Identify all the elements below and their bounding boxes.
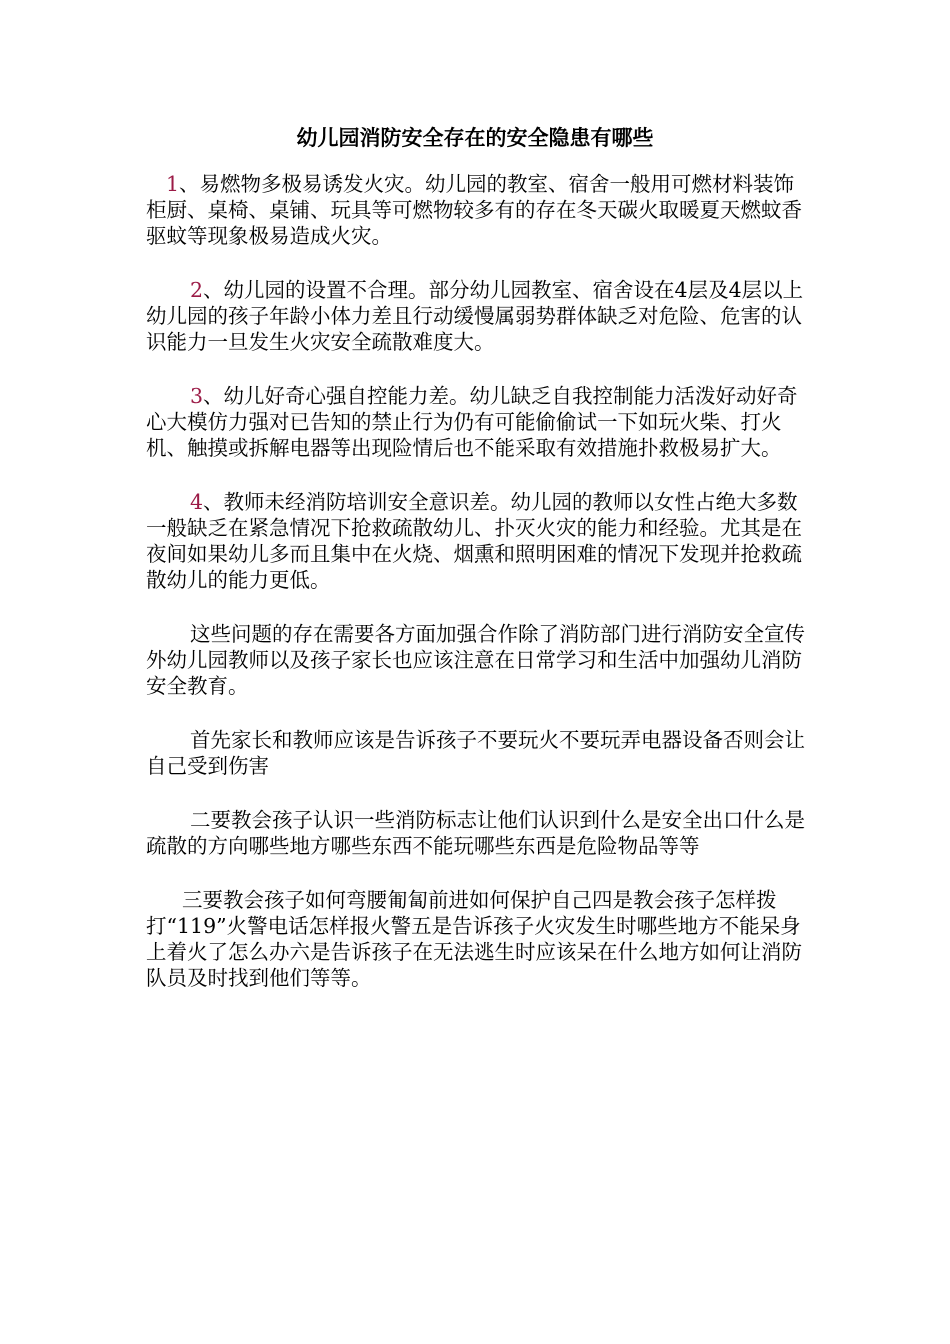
paragraph-separator: 、	[179, 172, 200, 196]
paragraph-4	[146, 489, 814, 593]
paragraph-3	[146, 383, 814, 461]
document-body	[146, 171, 814, 1019]
paragraph-2	[146, 277, 814, 355]
paragraph-separator: 、	[203, 384, 224, 408]
paragraph-first-advice: 首先家长和教师应该是告诉孩子不要玩火不要玩弄电器设备否则会让自己受到伤害	[146, 728, 805, 778]
paragraph-number: 4	[190, 490, 204, 514]
paragraph-second-advice: 二要教会孩子认识一些消防标志让他们认识到什么是安全出口什么是疏散的方向哪些地方哪些东西不能玩哪些东西是危险物品等等	[146, 808, 805, 858]
paragraph-number: 1	[166, 172, 180, 196]
paragraph-1	[146, 171, 814, 249]
paragraph-separator: 、	[203, 278, 224, 302]
document-title: 幼儿园消防安全存在的安全隐患有哪些	[296, 126, 654, 150]
paragraph-third-advice: 三要教会孩子如何弯腰匍匐前进如何保护自己四是教会孩子怎样拨打“119”火警电话怎样报火警五是告诉孩子火灾发生时哪些地方不能呆身上着火了怎么办六是告诉孩子在无法逃生时应该呆在什么地方如何让消防队员及时找到他们等等。	[146, 888, 802, 990]
paragraph-number: 3	[190, 384, 204, 408]
paragraph-text: 幼儿好奇心强自控能力差。幼儿缺乏自我控制能力活泼好动好奇心大模仿力强对已告知的禁止行为仍有可能偷偷试一下如玩火柴、打火机、触摸或拆解电器等出现险情后也不能采取有效措施扑救极易扩大。	[146, 384, 798, 460]
paragraph-text: 教师未经消防培训安全意识差。幼儿园的教师以女性占绝大多数一般缺乏在紧急情况下抢救疏散幼儿、扑灭火灾的能力和经验。尤其是在夜间如果幼儿多而且集中在火烧、烟熏和照明困难的情况下发现并抢救疏散幼儿的能力更低。	[146, 490, 802, 592]
paragraph-number: 2	[190, 278, 204, 302]
paragraph-text: 易燃物多极易诱发火灾。幼儿园的教室、宿舍一般用可燃材料装饰柜厨、桌椅、桌铺、玩具等可燃物较多有的存在冬天碳火取暖夏天燃蚊香驱蚊等现象极易造成火灾。	[146, 172, 802, 248]
paragraph-text: 幼儿园的设置不合理。部分幼儿园教室、宿舍设在4层及4层以上幼儿园的孩子年龄小体力差且行动缓慢属弱势群体缺乏对危险、危害的认识能力一旦发生火灾安全疏散难度大。	[146, 278, 804, 354]
paragraph-summary: 这些问题的存在需要各方面加强合作除了消防部门进行消防安全宣传外幼儿园教师以及孩子家长也应该注意在日常学习和生活中加强幼儿消防安全教育。	[146, 622, 805, 698]
paragraph-separator: 、	[203, 490, 224, 514]
